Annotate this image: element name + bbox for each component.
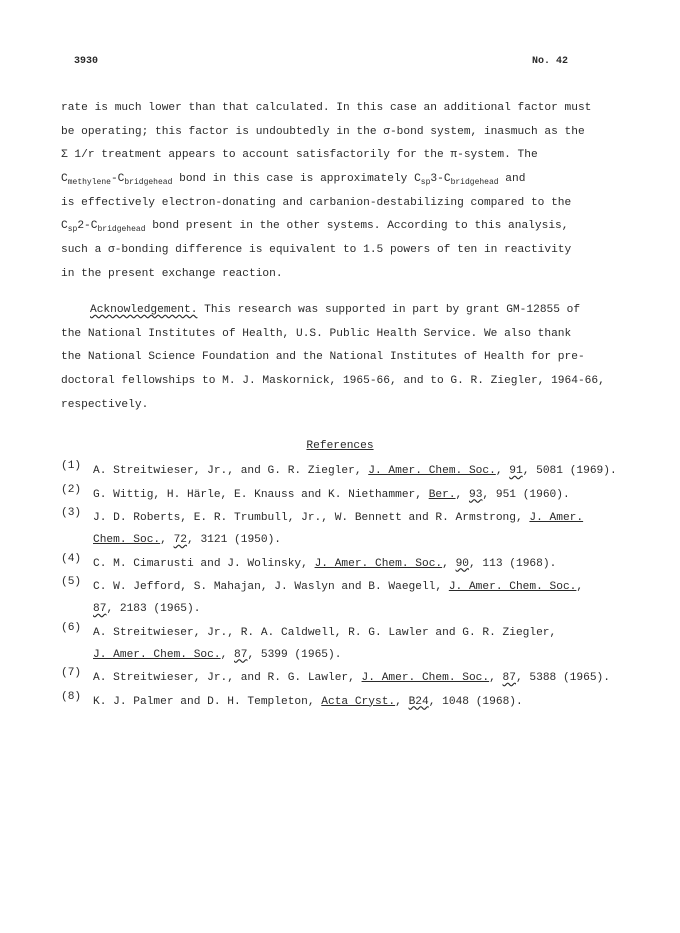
text-line: the National Science Foundation and the National Institutes of Health for pre- [61, 351, 585, 364]
reference-volume: B24 [408, 695, 429, 708]
reference-volume: 91 [509, 465, 523, 477]
reference-item [61, 460, 641, 482]
text-fragment: , [495, 465, 510, 477]
issue-number: No. 42 [531, 56, 568, 67]
text-line: rate is much lower than that calculated. In this case an additional factor must [61, 102, 592, 114]
reference-pages: , 5388 (1965). [515, 672, 610, 684]
reference-journal: J. Amer. Chem. Soc. [314, 557, 443, 570]
text-line: in the present exchange reaction. [61, 267, 283, 280]
text-fragment: bond in this case is approximately C [172, 173, 421, 186]
text-fragment: , [220, 648, 234, 661]
text-line: is effectively electron-donating and carbanion-destabilizing compared to the [61, 196, 572, 209]
reference-authors: C. M. Cimarusti and J. Wolinsky, [93, 557, 315, 570]
text-fragment: and [498, 173, 526, 186]
reference-authors: A. Streitwieser, Jr., R. A. Caldwell, R. G. Lawler and G. R. Ziegler, [93, 626, 557, 639]
subscript: bridgehead [97, 225, 146, 235]
text-line: respectively. [61, 398, 149, 411]
reference-number: (4) [61, 552, 82, 565]
text-line: doctoral fellowships to M. J. Maskornick, 1965-66, and to G. R. Ziegler, 1964-66, [61, 375, 605, 388]
reference-number: (3) [61, 507, 82, 519]
reference-authors: J. D. Roberts, E. R. Trumbull, Jr., W. Bennett and R. Armstrong, [93, 512, 530, 524]
reference-journal: J. Amer. [529, 512, 584, 524]
reference-journal: Ber. [428, 488, 456, 501]
subscript: methylene [67, 178, 111, 188]
reference-number: (2) [61, 483, 82, 496]
text-line [61, 168, 621, 192]
reference-number: (8) [61, 690, 82, 703]
text-fragment: bond present in the other systems. According to this analysis, [145, 220, 569, 233]
reference-pages: , 951 (1960). [482, 488, 570, 501]
reference-number: (5) [61, 576, 82, 588]
text-fragment: 3-C [430, 173, 451, 186]
reference-item [61, 691, 641, 713]
reference-pages: , 3121 (1950). [187, 534, 282, 546]
reference-volume: 90 [455, 557, 469, 570]
reference-pages: , 5081 (1969). [522, 465, 617, 477]
reference-volume: 93 [468, 488, 483, 501]
text-fragment: , [489, 672, 503, 684]
text-line: such a σ-bonding difference is equivalent to 1.5 powers of ten in reactivity [61, 244, 572, 257]
references-title-text: References [306, 440, 374, 452]
reference-authors: A. Streitwieser, Jr., and G. R. Ziegler, [93, 465, 369, 477]
text-line [61, 299, 621, 323]
text-fragment: 2-C [77, 220, 98, 233]
text-fragment: C [61, 173, 68, 186]
reference-item [61, 622, 641, 666]
reference-item [61, 507, 641, 551]
reference-authors: G. Wittig, H. Härle, E. Knauss and K. Niethammer, [93, 488, 429, 501]
text-fragment: , [455, 488, 469, 501]
references-list [61, 460, 641, 713]
text-fragment: This research was supported in part by grant GM-12855 of [197, 304, 581, 316]
subscript: bridgehead [450, 178, 499, 188]
reference-authors: C. W. Jefford, S. Mahajan, J. Waslyn and B. Waegell, [93, 581, 449, 593]
text-line [61, 215, 621, 239]
reference-pages: , 113 (1968). [469, 557, 557, 570]
reference-journal: J. Amer. Chem. Soc. [93, 648, 221, 661]
reference-authors: K. J. Palmer and D. H. Templeton, [93, 695, 322, 708]
reference-number: (7) [61, 667, 82, 679]
reference-journal: Acta Cryst. [321, 695, 396, 708]
text-fragment: -C [110, 173, 125, 186]
reference-authors: A. Streitwieser, Jr., and R. G. Lawler, [93, 672, 362, 684]
text-fragment: , [442, 557, 456, 570]
reference-journal: Chem. Soc. [93, 534, 161, 546]
paragraph-discussion [61, 97, 621, 287]
reference-volume: 87 [93, 603, 107, 615]
subscript: sp [67, 225, 78, 235]
reference-pages: , 1048 (1968). [428, 695, 523, 708]
reference-item [61, 484, 641, 506]
reference-item [61, 576, 641, 620]
text-fragment: , [160, 534, 174, 546]
reference-number: (1) [61, 460, 82, 472]
text-line: the National Institutes of Health, U.S. Public Health Service. We also thank [61, 327, 572, 340]
page-number: 3930 [74, 56, 99, 67]
reference-journal: J. Amer. Chem. Soc. [368, 465, 496, 477]
text-line: Σ 1/r treatment appears to account satisfactorily for the π-system. The [61, 149, 538, 162]
text-fragment: C [61, 220, 68, 233]
reference-volume: 87 [234, 648, 248, 661]
text-fragment: , [576, 581, 584, 593]
reference-number: (6) [61, 621, 82, 634]
text-fragment: , [395, 695, 409, 708]
reference-item [61, 667, 641, 689]
reference-pages: , 5399 (1965). [247, 648, 342, 661]
acknowledgement-heading: Acknowledgement. [90, 304, 198, 316]
reference-volume: 87 [502, 672, 516, 684]
subscript: sp [420, 178, 431, 188]
reference-volume: 72 [173, 534, 188, 546]
references-title [0, 440, 680, 452]
reference-pages: , 2183 (1965). [106, 603, 201, 615]
subscript: bridgehead [124, 178, 173, 188]
paragraph-acknowledgement [61, 299, 621, 417]
text-line: be operating; this factor is undoubtedly in the σ-bond system, inasmuch as the [61, 125, 585, 138]
reference-journal: J. Amer. Chem. Soc. [361, 672, 490, 684]
reference-item [61, 553, 641, 575]
reference-journal: J. Amer. Chem. Soc. [448, 581, 577, 593]
